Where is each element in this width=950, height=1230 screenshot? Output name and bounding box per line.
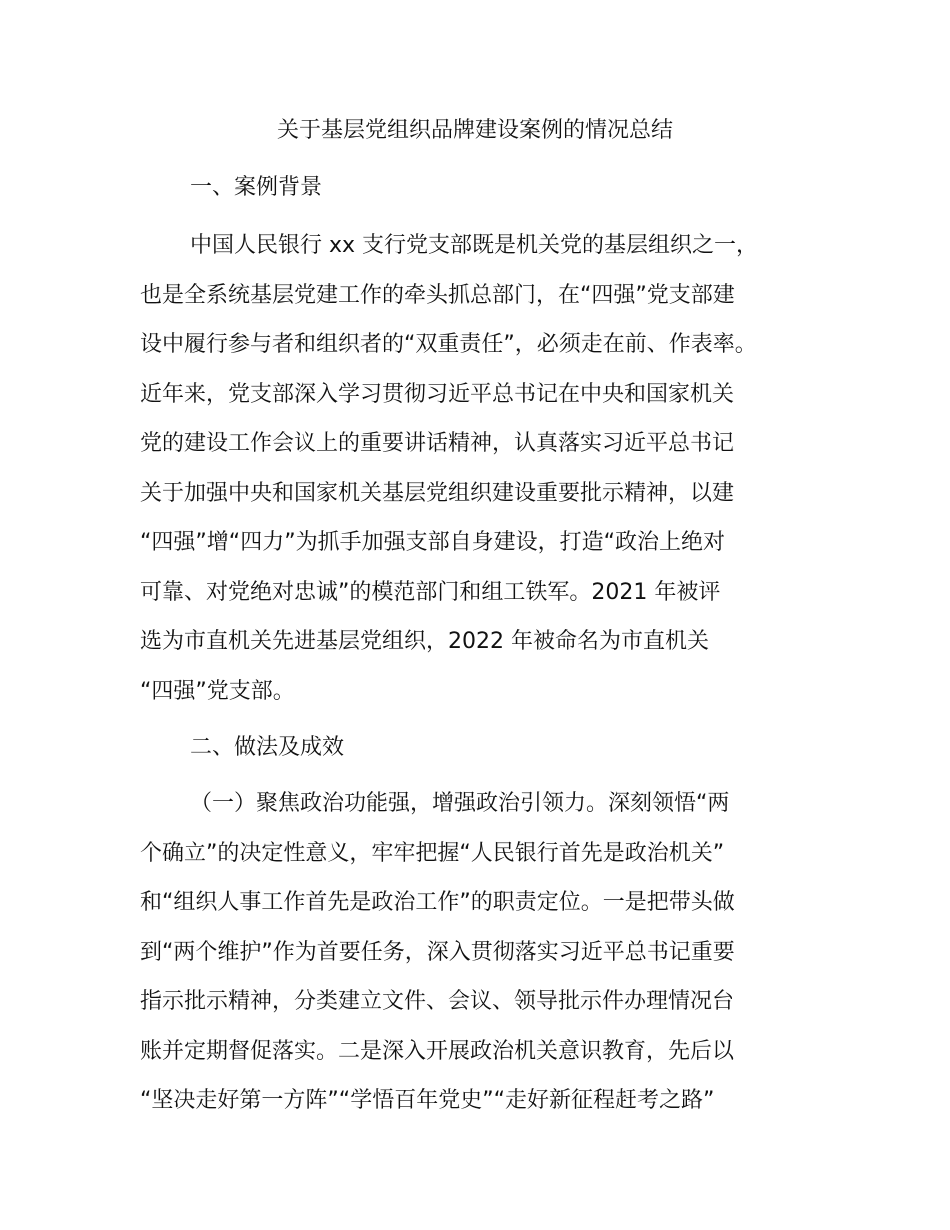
paragraph-line: “坚决走好第一方阵”“学悟百年党史”“走好新征程赶考之路” (140, 1088, 715, 1113)
paragraph-line: 个确立”的决定性意义，牢牢把握“人民银行首先是政治机关” (140, 840, 725, 866)
paragraph-line: 党的建设工作会议上的重要讲话精神，认真落实习近平总书记 (140, 431, 735, 456)
paragraph-line: “四强”党支部。 (140, 678, 295, 704)
document-title: 关于基层党组织品牌建设案例的情况总结 (276, 118, 673, 143)
paragraph-line: 也是全系统基层党建工作的牵头抓总部门，在“四强”党支部建 (140, 282, 735, 308)
paragraph-line: （一）聚焦政治功能强，增强政治引领力。深刻领悟“两 (190, 791, 730, 816)
paragraph-line: 关于加强中央和国家机关基层党组织建设重要批示精神，以建 (140, 480, 735, 506)
paragraph-line: “四强”增“四力”为抓手加强支部自身建设，打造“政治上绝对 (140, 530, 725, 555)
paragraph-background (140, 228, 830, 723)
paragraph-line: 和“组织人事工作首先是政治工作”的职责定位。一是把带头做 (140, 890, 735, 915)
paragraph-line: 选为市直机关先进基层党组织，2022 年被命名为市直机关 (140, 629, 709, 654)
paragraph-line: 可靠、对党绝对忠诚”的模范部门和组工铁军。2021 年被评 (140, 579, 721, 605)
paragraph-line: 指示批示精神，分类建立文件、会议、领导批示件办理情况台 (140, 989, 735, 1014)
section-heading-methods: 二、做法及成效 (190, 735, 345, 760)
section-heading-background: 一、案例背景 (190, 175, 323, 200)
paragraph-line: 近年来，党支部深入学习贯彻习近平总书记在中央和国家机关 (140, 381, 735, 407)
paragraph-line: 中国人民银行 xx 支行党支部既是机关党的基层组织之一， (190, 233, 759, 258)
paragraph-methods (140, 786, 830, 1133)
paragraph-line: 账并定期督促落实。二是深入开展政治机关意识教育，先后以 (140, 1038, 735, 1064)
paragraph-line: 到“两个维护”作为首要任务，深入贯彻落实习近平总书记重要 (140, 939, 735, 965)
paragraph-line: 设中履行参与者和组织者的“双重责任”，必须走在前、作表率。 (140, 332, 757, 357)
